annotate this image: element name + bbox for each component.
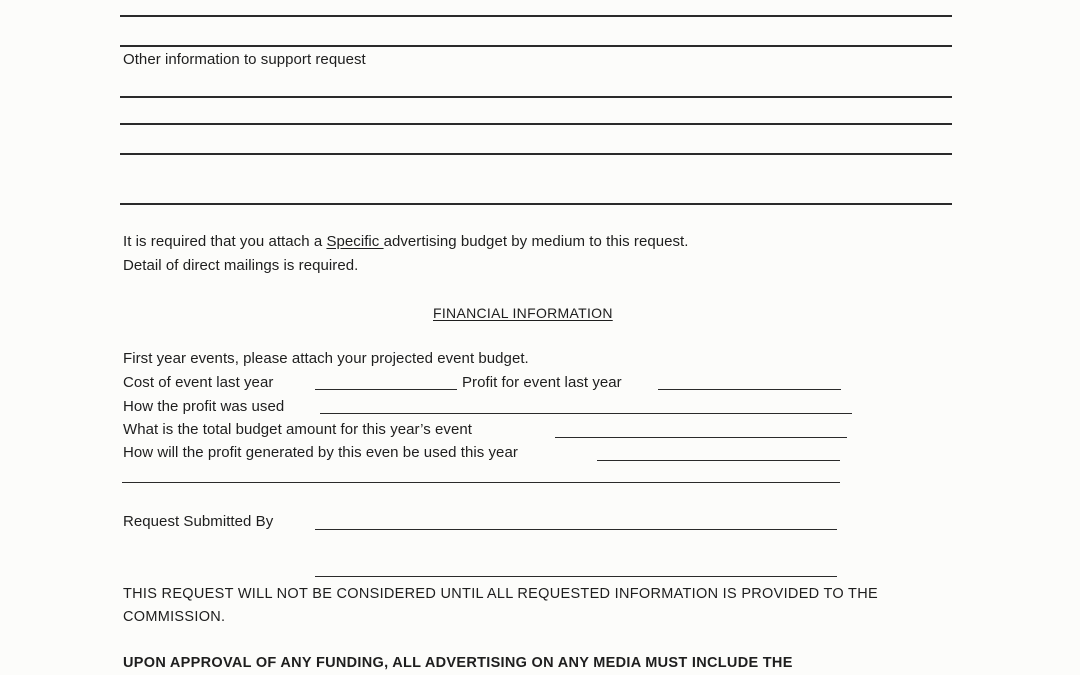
answer-line[interactable] bbox=[120, 45, 952, 47]
budget-notice-prefix: It is required that you attach a bbox=[123, 233, 327, 250]
other-info-label: Other information to support request bbox=[123, 51, 366, 68]
answer-line[interactable] bbox=[120, 15, 952, 17]
profit-this-year-label: How will the profit generated by this even be used this year bbox=[123, 444, 518, 461]
other-info-line[interactable] bbox=[120, 123, 952, 125]
first-year-note: First year events, please attach your projected event budget. bbox=[123, 350, 529, 367]
profit-this-year-field[interactable] bbox=[597, 460, 840, 461]
profit-used-label: How the profit was used bbox=[123, 398, 285, 415]
budget-notice-suffix: advertising budget by medium to this request. bbox=[383, 233, 689, 250]
profit-last-year-field[interactable] bbox=[658, 389, 841, 390]
cost-last-year-field[interactable] bbox=[315, 389, 457, 390]
budget-notice-emphasis: Specific bbox=[326, 233, 384, 250]
profit-used-field[interactable] bbox=[320, 413, 852, 414]
submitted-by-label: Request Submitted By bbox=[123, 513, 274, 530]
profit-last-year-label: Profit for event last year bbox=[462, 374, 622, 391]
consideration-notice-line2: COMMISSION. bbox=[123, 609, 226, 625]
total-budget-label: What is the total budget amount for this year’s event bbox=[123, 421, 472, 438]
budget-notice-line1 bbox=[123, 233, 689, 251]
budget-notice-line2: Detail of direct mailings is required. bbox=[123, 257, 359, 274]
other-info-line[interactable] bbox=[120, 96, 952, 98]
other-info-line[interactable] bbox=[120, 203, 952, 205]
cost-last-year-label: Cost of event last year bbox=[123, 374, 274, 391]
profit-this-year-field-continued[interactable] bbox=[122, 482, 840, 483]
submitted-by-field[interactable] bbox=[315, 529, 837, 530]
total-budget-field[interactable] bbox=[555, 437, 847, 438]
other-info-line[interactable] bbox=[120, 153, 952, 155]
financial-heading: FINANCIAL INFORMATION bbox=[433, 305, 613, 321]
approval-notice: UPON APPROVAL OF ANY FUNDING, ALL ADVERTISING ON ANY MEDIA MUST INCLUDE THE bbox=[123, 655, 793, 671]
submitted-by-field-second[interactable] bbox=[315, 576, 837, 577]
consideration-notice-line1: THIS REQUEST WILL NOT BE CONSIDERED UNTIL ALL REQUESTED INFORMATION IS PROVIDED TO THE bbox=[123, 586, 878, 602]
